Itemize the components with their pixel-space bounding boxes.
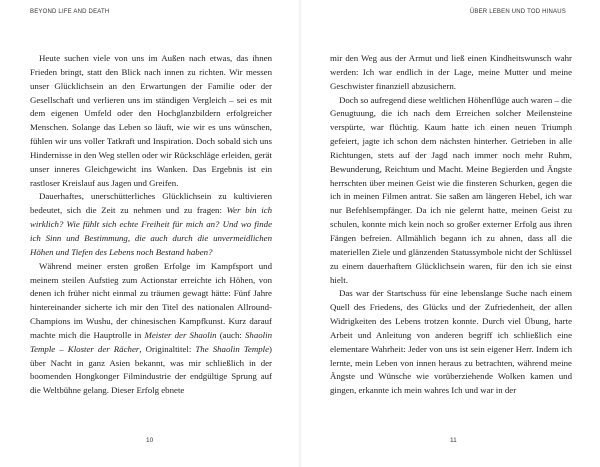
film-title: Meister der Shaolin [144,329,217,340]
paragraph [30,52,272,190]
paragraph-text: Dauerhaftes, unerschütterliches Glücklichsein zu kultivieren bedeutet, sich die Zeit zu nehmen und zu fragen: [30,191,272,216]
running-head-left: BEYOND LIFE AND DEATH [30,9,110,15]
right-page [300,0,600,467]
paragraph: Das war der Startschuss für eine lebenslange Suche nach einem Quell des Friedens, des Glücks und der Zufriedenheit, der allen Widrigkeiten des Lebens trotzen konnte. Durch viel Übung, harte Arbeit und Anleitung von anderen begriff ich schließlich eine elementare Wahrheit: Jeder von uns ist sein eigener Herr. Indem ich lernte, mein Leben von innen heraus zu betrachten, während meine Ängste und Wünsche wie vorüberziehende Wolken kamen und gingen, erkannte ich mein wahres Ich und war in der [330,288,572,396]
page-number-right: 11 [450,437,457,444]
paragraph-text: (auch: [216,329,245,340]
paragraph: mir den Weg aus der Armut und ließ einen Kindheitswunsch wahr werden: Ich war endlich in der Lage, meine Mutter und meine Geschwister finanziell abzusichern. [330,53,572,91]
paragraph [30,190,272,259]
paragraph-italic-text: Wer bin ich wirklich? Wie fühlt sich echte Freiheit für mich an? Und wo finde ich Sinn und Bestimmung, die auch durch die unvermeidlichen Höhen und Tiefen des Lebens noch Bestand haben? [30,205,273,257]
paragraph-text: Während meiner ersten großen Erfolge im Kampfsport und meinem steilen Aufstieg zum Actionstar erreichte ich Höhen, von denen ich früher nicht einmal zu träumen gewagt hätte: Fünf Jahre hintereinander sicherte ich mir den Titel des nationalen Allround-Champions im Wushu, der chinesischen Kampfkunst. Kurz darauf machte mich die Hauptrolle in [30,260,272,340]
paragraph [30,260,272,398]
paragraph: Doch so aufregend diese weltlichen Höhenflüge auch waren – die Genugtuung, die ich nach dem Erreichen solcher Meilensteine verspürte, war flüchtig. Kaum hatte ich einen neuen Triumph gefeiert, jagte ich schon dem nächsten hinterher. Getrieben in alle Richtungen, stets auf der Jagd nach immer noch mehr Ruhm, Bewunderung, Reichtum und Macht. Meine Begierden und Ängste herrschten über meinen Geist wie die finsteren Schurken, gegen die ich in meinen Filmen antrat. Sie saßen am längeren Hebel, ich war nur Befehlsempfänger. Da ich nie gelernt hatte, meinen Geist zu schulen, konnte mich kein noch so großer externer Erfolg aus ihren Fängen befreien. Allmählich begann ich zu ahnen, dass all die materiellen Ziele und glänzenden Statussymbole nicht der Schlüssel zu einem dauerhaftem Glücklichsein waren, für den ich sie einst hielt. [330,94,572,285]
paragraph-text: ) über Nacht in ganz Asien bekannt, was mir schließlich in der boomenden Hongkonger Filmindustrie der endgültige Sprung auf die Weltbühne gelang. Dieser Erfolg ebnete [30,343,272,396]
paragraph-text: Heute suchen viele von uns im Außen nach etwas, das ihnen Frieden bringt, statt den Blick nach innen zu richten. Wir messen unser Glücklichsein an den Erwartungen der Familie oder der Gesellschaft und verlieren uns im ständigen Vergleich – sei es mit dem eigenen Umfeld oder den Hochglanzbildern erfolgreicher Menschen. Solange das Leben so läuft, wie wir es uns wünschen, fühlen wir uns voller Tatkraft und Inspiration. Doch sobald sich uns Hindernisse in den Weg stellen oder wir Rückschläge erleiden, gerät unser inneres Gleichgewicht ins Wanken. Das Ergebnis ist ein rastloser Kreislauf aus Jagen und Greifen. [30,53,272,188]
paragraph-text: , Originaltitel: [139,343,196,354]
film-title: Shaolin Temple – Kloster der Rächer [30,329,272,354]
right-page-body [330,52,572,398]
running-head-right: ÜBER LEBEN UND TOD HINAUS [469,9,566,15]
page-number-left: 10 [146,437,154,444]
left-page-body [30,52,272,398]
film-title: The Shaolin Temple [195,343,270,354]
